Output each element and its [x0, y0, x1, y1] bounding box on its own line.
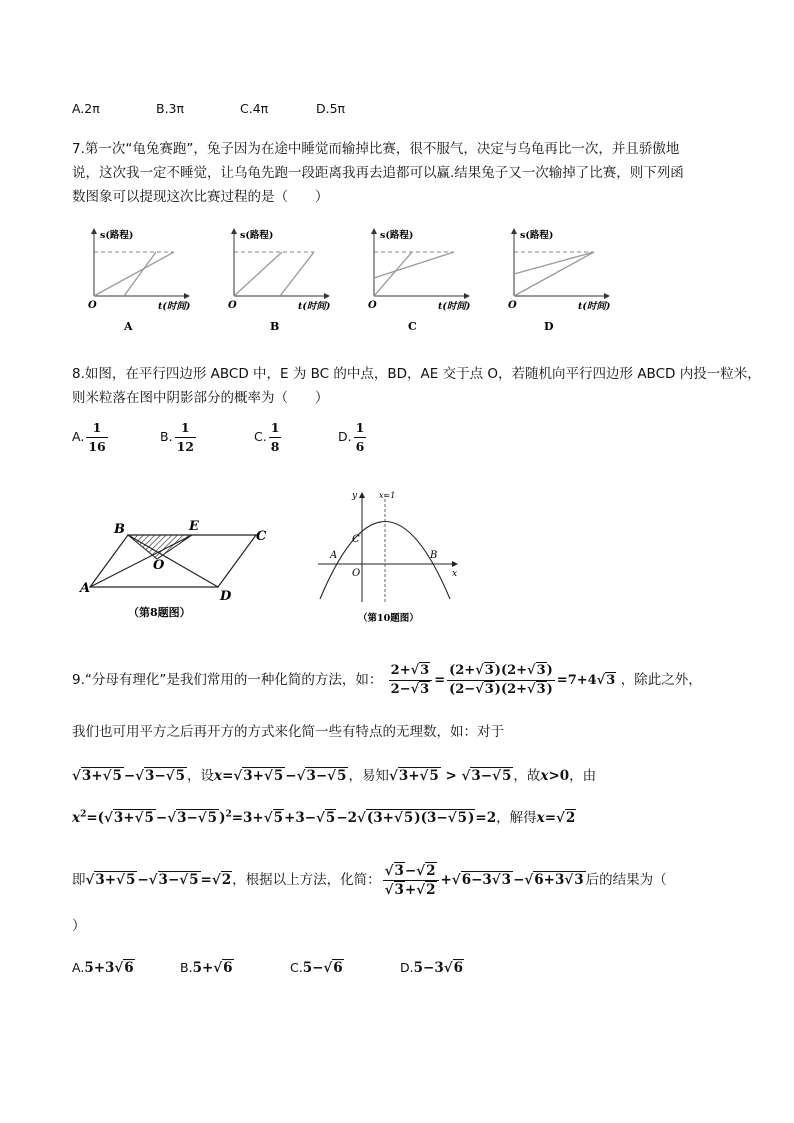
figure-10: [318, 488, 468, 630]
fig10-label-y: y: [352, 491, 358, 501]
q7-graph-a: [88, 228, 190, 333]
q7-graph-d-label: D: [544, 320, 554, 333]
q7-line-2: 说，这次我一定不睡觉，让乌龟先跑一段距离我再去追都可以赢.结果兔子又一次输掉了比赛，则下列函: [72, 165, 684, 181]
q8-option-b: B. $\frac{1}{12}$: [160, 420, 194, 454]
q6-option-d: D.5π: [316, 101, 346, 116]
fig10-label-a: A: [330, 550, 338, 561]
q6-option-c: C.4π: [240, 101, 269, 116]
q7-graph-a-xlabel: t(时间): [158, 301, 191, 312]
q7-line-3: 数图象可以提现这次比赛过程的是（ ）: [72, 189, 329, 205]
q9-line-3: √3+√5 −√3−√5 ，设x=√3+√5 −√3−√5 ，易知√3+√5 > √3−√5 ，故x>0，由: [72, 768, 597, 784]
q9-line-2: 我们也可用平方之后再开方的方式来化简一些有特点的无理数，如：对于: [72, 724, 504, 740]
figure-8: [70, 512, 290, 627]
q7-graphs: [80, 222, 640, 337]
q7-graph-d-origin: O: [508, 300, 517, 311]
q7-graph-b-label: B: [270, 320, 280, 333]
q9-line-1: 9.“分母有理化”是我们常用的一种化简的方法，如： $\frac{2+√3}{2-√3}$ = $\frac{(2+√3)(2+√3)}{(2-√3)(2+√3)}$ =7+4√3 ，除此之外，: [72, 663, 702, 697]
fig8-label-e: E: [189, 519, 199, 534]
q7-graph-d-ylabel: s(路程): [520, 230, 554, 241]
q7-graph-b-origin: O: [228, 300, 237, 311]
q7-graph-d: [508, 228, 610, 333]
fig10-label-x: x: [452, 569, 458, 579]
q9-option-b: B.5+√6: [180, 960, 233, 976]
q8-line-2: 则米粒落在图中阴影部分的概率为（ ）: [72, 390, 329, 406]
q6-option-a: A.2π: [72, 101, 100, 116]
q9-line-5: 即√3+√5 −√3−√5 =√2，根据以上方法，化简： $\frac{√3-√2}{√3+√2}$ +√6−3√3 −√6+3√3 后的结果为（: [72, 863, 667, 898]
q7-graph-b: [228, 228, 330, 333]
q8-option-d: D. $\frac{1}{6}$: [338, 420, 365, 454]
q7-graph-c: [368, 228, 470, 333]
q7-graph-a-ylabel: s(路程): [100, 230, 134, 241]
q7-graph-a-origin: O: [88, 300, 97, 311]
q6-option-b: B.3π: [156, 101, 185, 116]
fig8-label-b: B: [114, 522, 125, 537]
q7-graph-c-ylabel: s(路程): [380, 230, 414, 241]
q9-line-6: ）: [72, 918, 86, 934]
q7-graph-a-label: A: [124, 320, 133, 333]
shaded-triangle: [128, 535, 192, 559]
q9-option-c: C.5−√6: [290, 960, 343, 976]
q7-graph-c-origin: O: [368, 300, 377, 311]
q9-line-4: $x^2=(√3+√5 -√3-√5$ )$^2$=3+√5+3−√5−2√(3+√5)(3−√5)=2，解得x=√2: [72, 809, 576, 826]
fig8-label-a: A: [80, 581, 91, 596]
fig8-caption: （第8题图）: [128, 606, 191, 619]
fig8-label-o: O: [153, 558, 165, 573]
fig10-caption: （第10题图）: [358, 613, 419, 624]
q9-option-d: D.5−3√6: [400, 960, 463, 976]
q9-option-a: A.5+3√6: [72, 960, 134, 976]
q8-option-a: A. $\frac{1}{16}$: [72, 420, 106, 454]
fig8-label-d: D: [220, 589, 232, 604]
fig10-label-o: O: [352, 568, 361, 579]
fig10-label-b: B: [430, 550, 438, 561]
fig10-label-c: C: [352, 534, 360, 545]
q8-option-c: C. $\frac{1}{8}$: [254, 420, 280, 454]
q7-line-1: 7.第一次“龟兔赛跑”，兔子因为在途中睡觉而输掉比赛，很不服气，决定与乌龟再比一次，并且骄傲地: [72, 141, 680, 157]
q7-graph-c-xlabel: t(时间): [438, 301, 471, 312]
fig8-label-c: C: [256, 529, 267, 544]
fig10-label-xeq: x=1: [379, 491, 396, 500]
q7-graph-b-xlabel: t(时间): [298, 301, 331, 312]
q7-graph-b-ylabel: s(路程): [240, 230, 274, 241]
q7-graph-c-label: C: [408, 320, 417, 333]
q7-graph-d-xlabel: t(时间): [578, 301, 611, 312]
q8-line-1: 8.如图，在平行四边形 ABCD 中，E 为 BC 的中点，BD，AE 交于点 O，若随机向平行四边形 ABCD 内投一粒米，: [72, 366, 761, 382]
